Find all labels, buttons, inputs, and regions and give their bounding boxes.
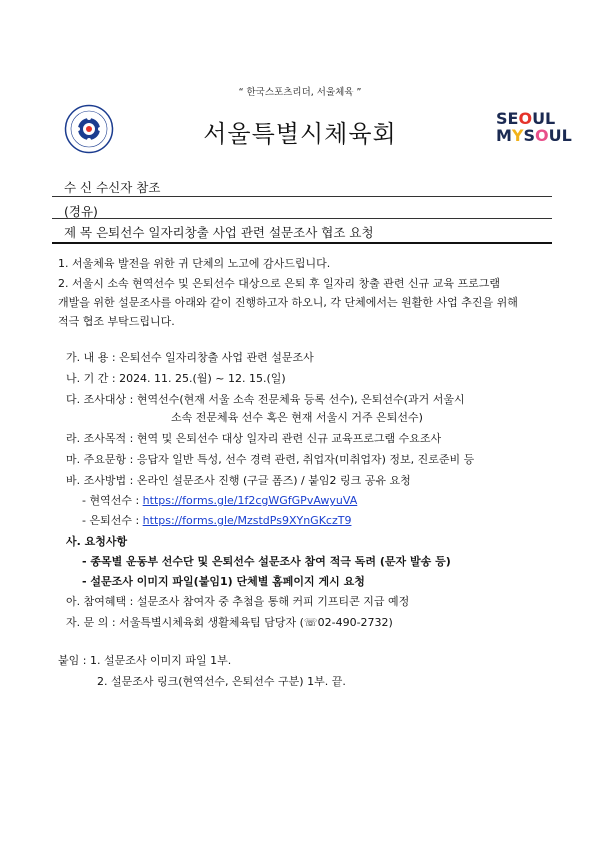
item-target-line-2: 소속 전문체육 선수 혹은 현재 서울시 거주 은퇴선수) <box>171 411 423 424</box>
intro-paragraph-2-line-2: 개발을 위한 설문조사를 아래와 같이 진행하고자 하오니, 각 단체에서는 원활한 사업 추진을 위해 <box>58 296 518 309</box>
recipient-line: 수 신 수신자 참조 <box>64 180 161 195</box>
attachment-1: 붙임 : 1. 설문조사 이미지 파일 1부. <box>58 654 232 667</box>
divider-thick <box>52 242 552 244</box>
intro-paragraph-2-line-1: 2. 서울시 소속 현역선수 및 은퇴선수 대상으로 은퇴 후 일자리 창출 관련 신규 교육 프로그램 <box>58 277 500 290</box>
intro-paragraph-2-line-3: 적극 협조 부탁드립니다. <box>58 315 175 328</box>
item-content: 가. 내 용 : 은퇴선수 일자리창출 사업 관련 설문조사 <box>66 351 314 364</box>
item-method: 바. 조사방법 : 온라인 설문조사 진행 (구글 폼즈) / 붙임2 링크 공유 요청 <box>66 474 411 487</box>
survey-link-active <box>82 493 357 508</box>
item-questions: 마. 주요문항 : 응답자 일반 특성, 선수 경력 관련, 취업자(미취업자) 정보, 진로준비 등 <box>66 453 475 466</box>
seoul-my-soul-logo: SEOUL MYSOUL <box>496 109 572 145</box>
survey-link-active-label: - 현역선수 : <box>82 494 143 507</box>
survey-link-active-url[interactable]: https://forms.gle/1f2cgWGfGPvAwyuVA <box>142 494 358 507</box>
divider <box>52 196 552 197</box>
via-line: (경유) <box>64 204 98 219</box>
item-purpose: 라. 조사목적 : 현역 및 은퇴선수 대상 일자리 관련 신규 교육프로그램 수요조사 <box>66 432 442 445</box>
attachment-2: 2. 설문조사 링크(현역선수, 은퇴선수 구분) 1부. 끝. <box>97 675 346 688</box>
request-2: - 설문조사 이미지 파일(붙임1) 단체별 홈페이지 게시 요청 <box>82 575 365 588</box>
survey-link-retired <box>82 513 351 528</box>
item-benefit: 아. 참여혜택 : 설문조사 참여자 중 추첨을 통해 커피 기프티콘 지급 예정 <box>66 595 410 608</box>
item-contact: 자. 문 의 : 서울특별시체육회 생활체육팀 담당자 (☏02-490-2732) <box>66 616 393 629</box>
subject-line: 제 목 은퇴선수 일자리창출 사업 관련 설문조사 협조 요청 <box>64 225 374 240</box>
organization-title: 서울특별시체육회 <box>203 120 397 148</box>
item-requests-heading: 사. 요청사항 <box>66 535 128 548</box>
slogan: “ 한국스포츠리더, 서울체육 ” <box>238 87 362 98</box>
item-target-line-1: 다. 조사대상 : 현역선수(현재 서울 소속 전문체육 등록 선수), 은퇴선수(과거 서울시 <box>66 393 465 406</box>
survey-link-retired-label: - 은퇴선수 : <box>82 514 143 527</box>
survey-link-retired-url[interactable]: https://forms.gle/MzstdPs9XYnGKczT9 <box>142 514 352 527</box>
item-period: 나. 기 간 : 2024. 11. 25.(월) ~ 12. 15.(일) <box>66 372 286 385</box>
divider <box>52 218 552 219</box>
request-1: - 종목별 운동부 선수단 및 은퇴선수 설문조사 참여 적극 독려 (문자 발송 등) <box>82 555 451 568</box>
intro-paragraph-1: 1. 서울체육 발전을 위한 귀 단체의 노고에 감사드립니다. <box>58 257 331 270</box>
